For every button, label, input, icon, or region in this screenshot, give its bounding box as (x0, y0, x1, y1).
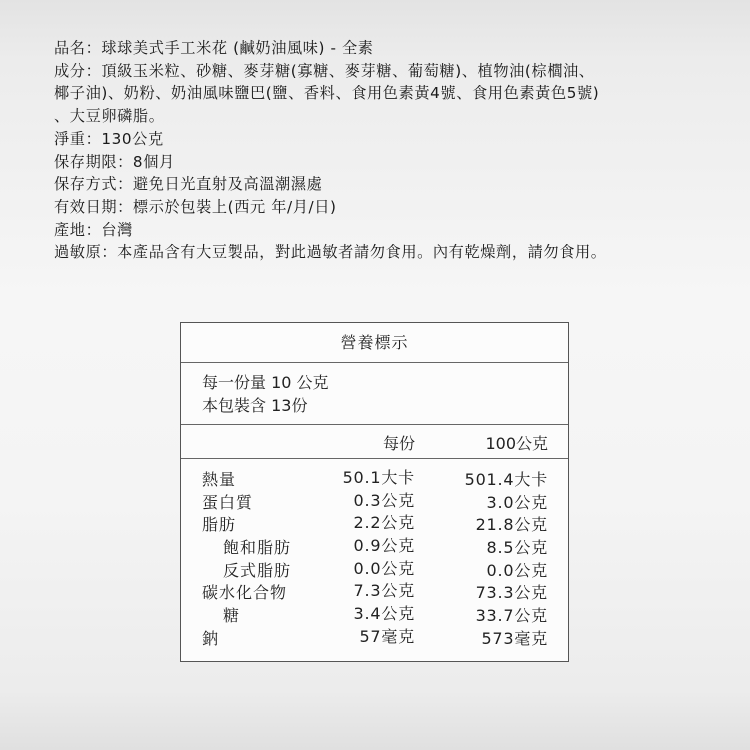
value-per-100g: 8.5公克 (486, 538, 548, 558)
shelf-life-line: 保存期限：8個月 (54, 152, 175, 171)
nutrient-row-sodium (181, 626, 568, 649)
origin-line: 產地：台灣 (54, 220, 133, 239)
ingredients-line-2: 椰子油)、奶粉、奶油風味鹽巴(鹽、香料、食用色素黃4號、食用色素黃色5號) (54, 84, 600, 103)
nutrient-row-fat (181, 512, 568, 535)
value-per-100g: 0.0公克 (486, 560, 548, 580)
nutrient-row-protein (181, 490, 568, 513)
value-per-serving: 7.3公克 (353, 581, 415, 601)
product-info-block (54, 37, 734, 264)
value-per-100g: 573毫克 (481, 628, 548, 648)
nutrient-row-calories (181, 467, 568, 490)
nutrient-row-trans-fat (181, 558, 568, 581)
nutrition-title: 營養標示 (181, 323, 568, 363)
nutrient-label: 糖 (223, 606, 241, 626)
column-header-per-serving: 每份 (382, 434, 415, 453)
storage-line: 保存方式：避免日光直射及高溫潮濕處 (54, 175, 323, 194)
nutrient-rows (181, 459, 568, 649)
nutrient-label: 反式脂肪 (223, 560, 292, 580)
nutrient-row-sugar (181, 603, 568, 626)
column-header-row (181, 425, 568, 459)
expiry-date-line: 有效日期：標示於包裝上(西元 年/月/日) (54, 197, 337, 216)
nutrient-label: 鈉 (202, 628, 220, 648)
value-per-100g: 501.4大卡 (464, 470, 548, 489)
serving-info (181, 363, 568, 425)
value-per-100g: 3.0公克 (486, 492, 548, 512)
value-per-serving: 0.9公克 (353, 536, 415, 556)
nutrient-label: 碳水化合物 (202, 583, 288, 603)
value-per-100g: 33.7公克 (475, 606, 548, 626)
servings-per-package: 本包裝含 13份 (202, 396, 308, 415)
column-header-per-100g: 100公克 (485, 434, 548, 453)
allergen-line: 過敏原：本產品含有大豆製品，對此過敏者請勿食用。內有乾燥劑，請勿食用。 (54, 243, 607, 262)
value-per-serving: 2.2公克 (353, 513, 415, 533)
net-weight-line: 淨重：130公克 (54, 129, 164, 148)
serving-size: 每一份量 10 公克 (202, 373, 329, 392)
value-per-serving: 0.3公克 (353, 490, 415, 510)
nutrient-row-saturated-fat (181, 535, 568, 558)
nutrient-label: 熱量 (202, 470, 237, 489)
value-per-serving: 50.1大卡 (342, 468, 415, 487)
value-per-serving: 3.4公克 (353, 604, 415, 624)
value-per-serving: 57毫克 (359, 626, 415, 646)
nutrient-label: 脂肪 (202, 515, 237, 535)
value-per-100g: 73.3公克 (475, 583, 548, 603)
ingredients-line-3: 、大豆卵磷脂。 (54, 107, 165, 126)
nutrient-label: 蛋白質 (202, 492, 254, 512)
nutrient-row-carbohydrate (181, 580, 568, 603)
nutrient-label: 飽和脂肪 (223, 538, 292, 558)
ingredients-line-1: 成分：頂級玉米粒、砂糖、麥芽糖(寡糖、麥芽糖、葡萄糖)、植物油(棕櫚油、 (54, 61, 595, 80)
value-per-serving: 0.0公克 (353, 558, 415, 578)
product-name-line: 品名：球球美式手工米花 (鹹奶油風味) - 全素 (54, 39, 374, 57)
nutrition-facts-table (180, 322, 569, 662)
value-per-100g: 21.8公克 (475, 515, 548, 535)
